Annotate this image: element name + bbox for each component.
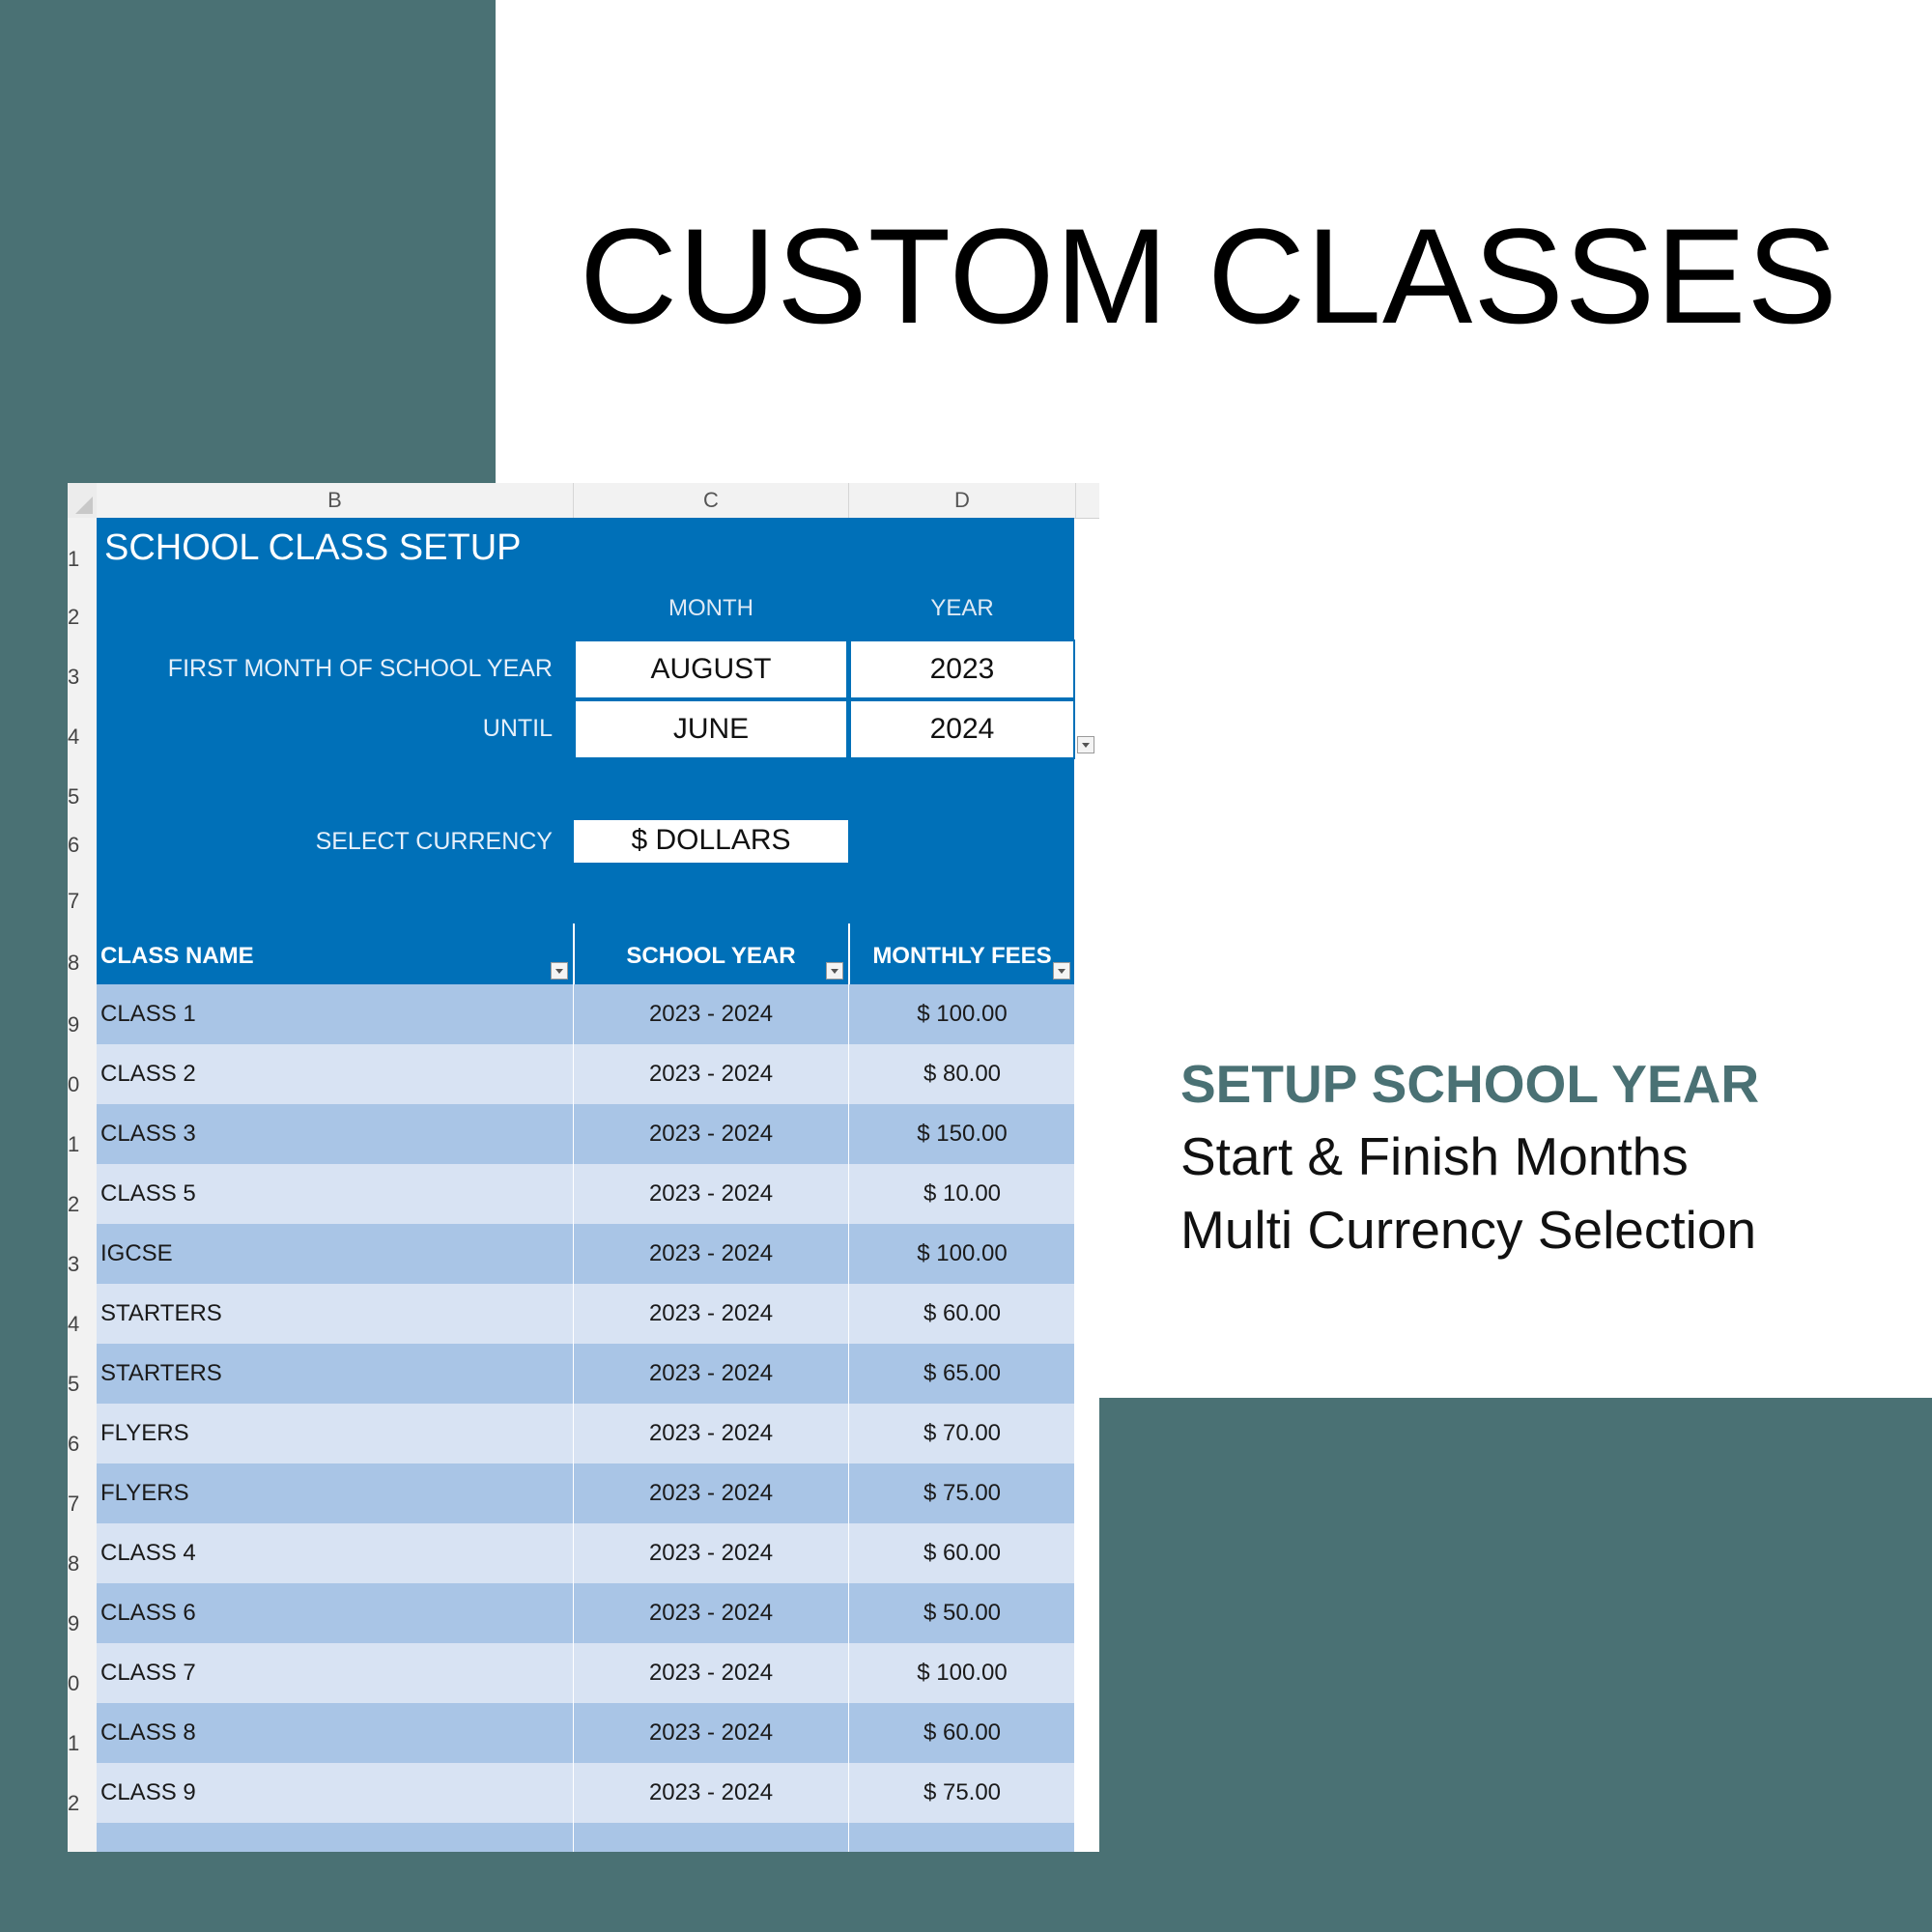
cell-divider <box>573 1823 574 1852</box>
monthly-fee-cell[interactable]: $ 70.00 <box>923 1420 1002 1446</box>
table-row[interactable] <box>97 1344 1074 1404</box>
school-year-cell[interactable]: 2023 - 2024 <box>648 1600 774 1626</box>
row-number[interactable]: 9 <box>68 1611 80 1635</box>
row-number[interactable]: 6 <box>68 833 80 857</box>
filter-dropdown-icon[interactable] <box>551 962 568 980</box>
currency-label: SELECT CURRENCY <box>315 828 553 855</box>
school-year-cell[interactable]: 2023 - 2024 <box>648 1360 774 1386</box>
class-name-cell[interactable]: CLASS 8 <box>100 1719 196 1746</box>
class-name-cell[interactable]: IGCSE <box>100 1240 173 1266</box>
row-number[interactable]: 1 <box>68 547 80 571</box>
row-number[interactable]: 3 <box>68 665 80 689</box>
school-year-cell[interactable]: 2023 - 2024 <box>648 1121 774 1147</box>
monthly-fee-cell[interactable]: $ 75.00 <box>923 1779 1002 1805</box>
filter-dropdown-icon[interactable] <box>1053 962 1070 980</box>
school-year-cell[interactable]: 2023 - 2024 <box>648 1061 774 1087</box>
table-row[interactable] <box>97 1104 1074 1164</box>
row-number[interactable]: 3 <box>68 1252 80 1276</box>
table-row[interactable] <box>97 1224 1074 1284</box>
monthly-fee-cell[interactable]: $ 100.00 <box>917 1001 1008 1027</box>
monthly-fee-cell[interactable]: $ 60.00 <box>923 1719 1002 1746</box>
row-number[interactable]: 1 <box>68 1731 80 1755</box>
table-row[interactable] <box>97 1763 1074 1823</box>
school-year-cell[interactable]: 2023 - 2024 <box>648 1240 774 1266</box>
school-year-cell[interactable]: 2023 - 2024 <box>648 1540 774 1566</box>
class-name-cell[interactable]: CLASS 5 <box>100 1180 196 1207</box>
class-name-cell[interactable]: STARTERS <box>100 1360 222 1386</box>
school-year-cell[interactable]: 2023 - 2024 <box>648 1480 774 1506</box>
column-header-d[interactable]: D <box>849 483 1076 518</box>
row-number[interactable]: 9 <box>68 1012 80 1037</box>
table-row[interactable] <box>97 1523 1074 1583</box>
column-header-row <box>68 483 1099 519</box>
table-row[interactable] <box>97 1583 1074 1643</box>
monthly-fee-cell[interactable]: $ 10.00 <box>923 1180 1002 1207</box>
select-all-corner[interactable] <box>68 483 97 518</box>
monthly-fee-cell[interactable]: $ 80.00 <box>923 1061 1002 1087</box>
row-number[interactable]: 2 <box>68 1192 80 1216</box>
class-name-cell[interactable]: FLYERS <box>100 1420 189 1446</box>
table-row[interactable] <box>97 1643 1074 1703</box>
hero-headline: CUSTOM CLASSES <box>580 200 1838 352</box>
class-name-cell[interactable]: STARTERS <box>100 1300 222 1326</box>
feature-title: SETUP SCHOOL YEAR <box>1180 1054 1760 1114</box>
class-name-cell[interactable]: CLASS 7 <box>100 1660 196 1686</box>
table-row-partial[interactable] <box>97 1823 1074 1852</box>
monthly-fee-cell[interactable]: $ 75.00 <box>923 1480 1002 1506</box>
month-header: MONTH <box>668 595 753 621</box>
filter-dropdown-icon[interactable] <box>826 962 843 980</box>
column-header-c[interactable]: C <box>574 483 849 518</box>
until-month-cell[interactable]: JUNE <box>574 699 848 759</box>
header-class-name: CLASS NAME <box>100 943 254 969</box>
school-year-cell[interactable]: 2023 - 2024 <box>648 1420 774 1446</box>
cell-divider <box>848 1823 849 1852</box>
first-month-cell[interactable]: AUGUST <box>574 639 848 699</box>
school-year-cell[interactable]: 2023 - 2024 <box>648 1719 774 1746</box>
table-row[interactable] <box>97 984 1074 1044</box>
row-number[interactable]: 0 <box>68 1671 80 1695</box>
school-year-cell[interactable]: 2023 - 2024 <box>648 1180 774 1207</box>
row-number[interactable]: 4 <box>68 1312 80 1336</box>
row-number[interactable]: 5 <box>68 1372 80 1396</box>
row-number[interactable]: 7 <box>68 1492 80 1516</box>
feature-block <box>1180 1048 1759 1266</box>
year-header: YEAR <box>930 595 994 621</box>
class-name-cell[interactable]: CLASS 1 <box>100 1001 196 1027</box>
row-number[interactable]: 1 <box>68 1132 80 1156</box>
class-name-cell[interactable]: FLYERS <box>100 1480 189 1506</box>
row-number[interactable]: 7 <box>68 889 80 913</box>
monthly-fee-cell[interactable]: $ 150.00 <box>917 1121 1008 1147</box>
until-year-cell[interactable]: 2024 <box>849 699 1075 759</box>
currency-select-cell[interactable]: $ DOLLARS <box>574 820 848 863</box>
monthly-fee-cell[interactable]: $ 100.00 <box>917 1240 1008 1266</box>
row-number[interactable]: 8 <box>68 951 80 975</box>
first-month-label: FIRST MONTH OF SCHOOL YEAR <box>167 655 553 682</box>
class-name-cell[interactable]: CLASS 3 <box>100 1121 196 1147</box>
first-year-cell[interactable]: 2023 <box>849 639 1075 699</box>
class-name-cell[interactable]: CLASS 6 <box>100 1600 196 1626</box>
header-monthly-fees: MONTHLY FEES <box>872 943 1052 969</box>
table-row[interactable] <box>97 1044 1074 1104</box>
feature-line-currency: Multi Currency Selection <box>1180 1200 1757 1260</box>
school-year-cell[interactable]: 2023 - 2024 <box>648 1660 774 1686</box>
class-name-cell[interactable]: CLASS 4 <box>100 1540 196 1566</box>
feature-line-months: Start & Finish Months <box>1180 1126 1689 1186</box>
cell-dropdown-icon[interactable] <box>1077 736 1094 753</box>
class-name-cell[interactable]: CLASS 9 <box>100 1779 196 1805</box>
table-row[interactable] <box>97 1404 1074 1463</box>
monthly-fee-cell[interactable]: $ 65.00 <box>923 1360 1002 1386</box>
monthly-fee-cell[interactable]: $ 100.00 <box>917 1660 1008 1686</box>
table-row[interactable] <box>97 1703 1074 1763</box>
monthly-fee-cell[interactable]: $ 60.00 <box>923 1540 1002 1566</box>
spreadsheet-window <box>68 483 1099 1852</box>
class-name-cell[interactable]: CLASS 2 <box>100 1061 196 1087</box>
until-label: UNTIL <box>482 715 553 742</box>
school-year-cell[interactable]: 2023 - 2024 <box>648 1300 774 1326</box>
setup-header-block <box>97 518 1074 984</box>
row-number[interactable]: 5 <box>68 784 80 809</box>
monthly-fee-cell[interactable]: $ 50.00 <box>923 1600 1002 1626</box>
row-number[interactable]: 8 <box>68 1551 80 1576</box>
row-number-gutter <box>68 518 98 1852</box>
table-row[interactable] <box>97 1463 1074 1523</box>
school-year-cell[interactable]: 2023 - 2024 <box>648 1001 774 1027</box>
row-number[interactable]: 0 <box>68 1072 80 1096</box>
column-header-b[interactable]: B <box>97 483 574 518</box>
header-school-year: SCHOOL YEAR <box>626 943 796 969</box>
table-row[interactable] <box>97 1284 1074 1344</box>
table-row[interactable] <box>97 1164 1074 1224</box>
sheet-title: SCHOOL CLASS SETUP <box>104 527 522 568</box>
row-number[interactable]: 2 <box>68 605 80 629</box>
row-number[interactable]: 2 <box>68 1791 80 1815</box>
school-year-cell[interactable]: 2023 - 2024 <box>648 1779 774 1805</box>
monthly-fee-cell[interactable]: $ 60.00 <box>923 1300 1002 1326</box>
row-number[interactable]: 4 <box>68 724 80 749</box>
row-number[interactable]: 6 <box>68 1432 80 1456</box>
